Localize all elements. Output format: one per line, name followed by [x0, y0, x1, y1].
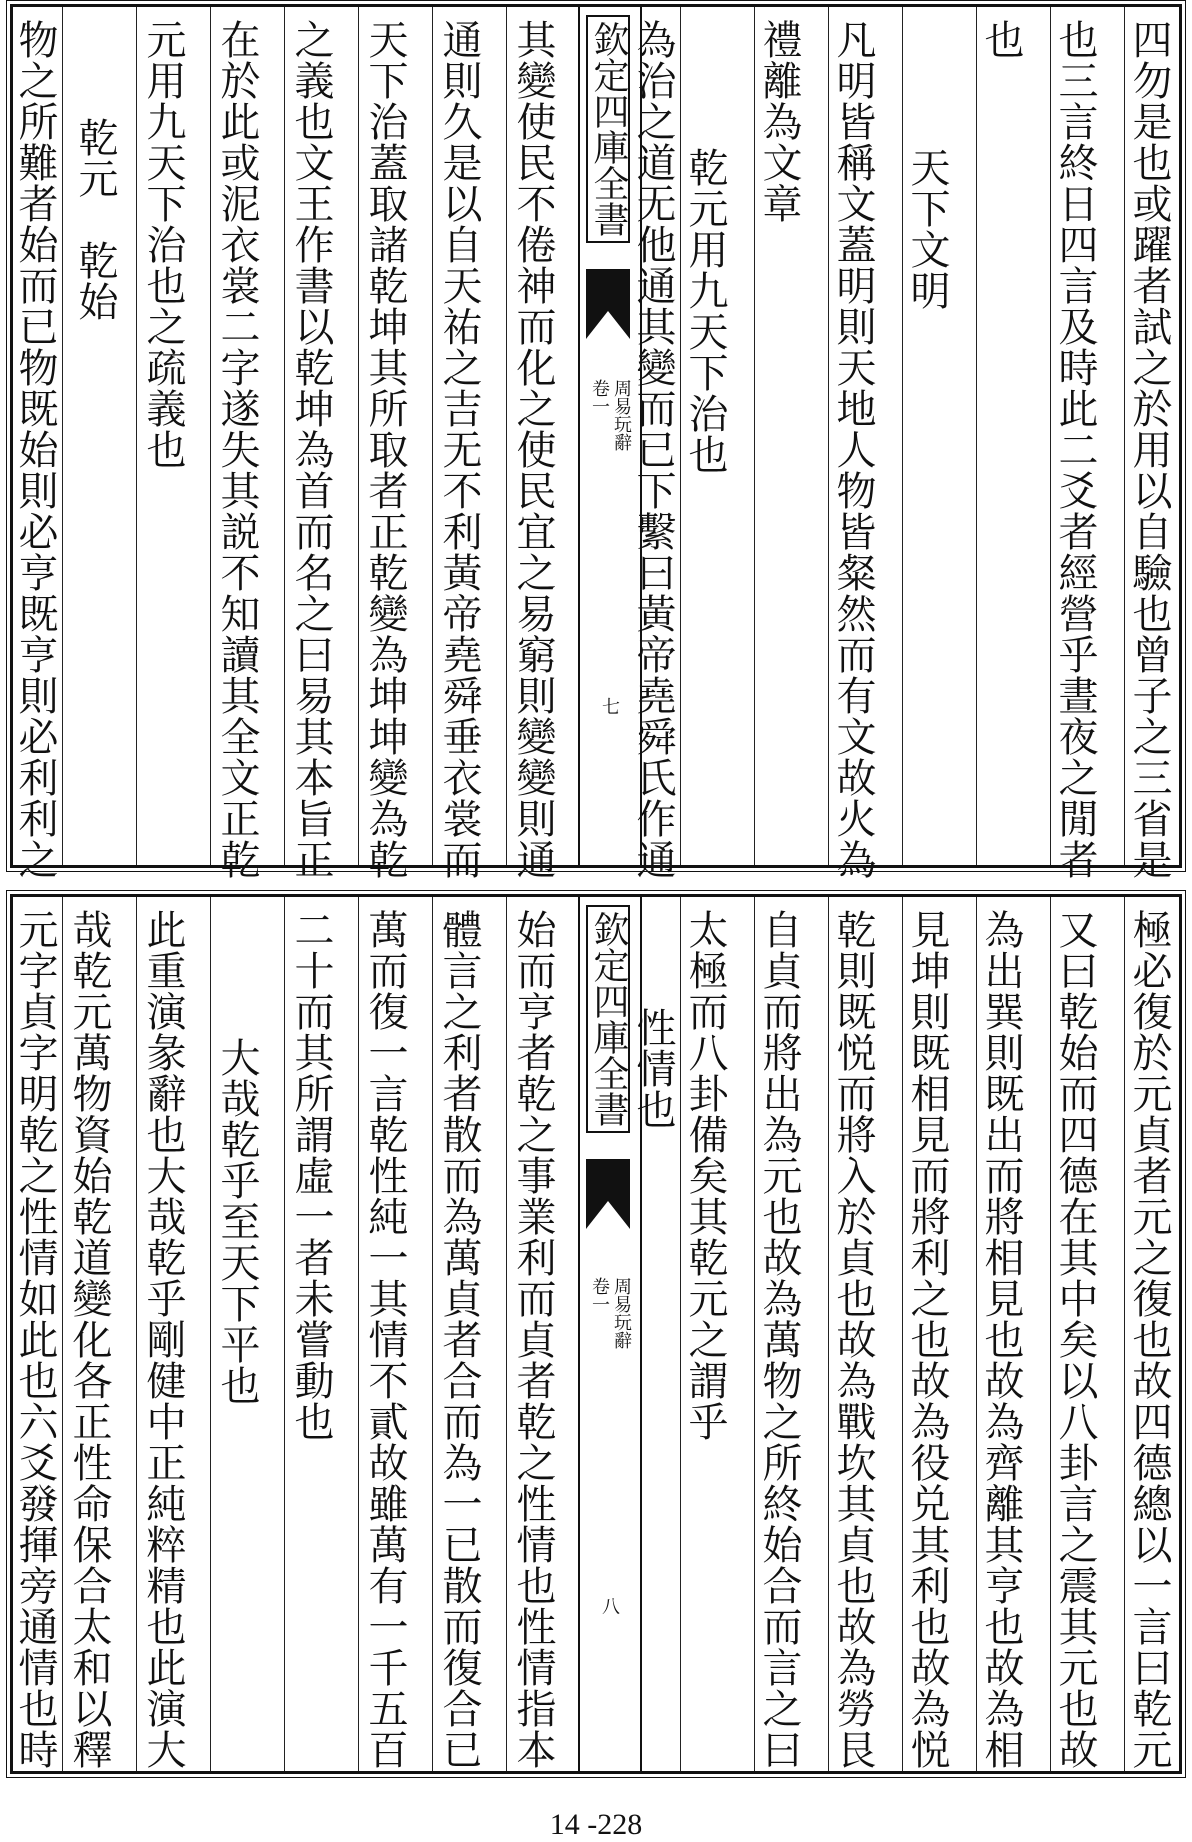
text-column-12: 之義也文王作書以乾坤為首而名之曰易其本旨正	[288, 19, 334, 880]
text-column-13: 在於此或泥衣裳二字遂失其説不知讀其全文正乾	[214, 19, 260, 880]
lower-text-column-7: 太極而八卦備矣其乾元之謂乎	[682, 909, 728, 1442]
text-column-6: 禮離為文章	[756, 19, 802, 224]
upper-banner-title: 欽定四庫全書	[586, 15, 630, 243]
lower-text-column-4: 見坤則既相見而將利之也故為役兑其利也故為悦	[904, 909, 950, 1770]
text-column-10: 通則久是以自天祐之吉无不利黃帝堯舜垂衣裳而	[436, 19, 482, 880]
text-column-4: 天下文明	[904, 147, 950, 311]
lower-banner-volume: 卷一	[589, 1277, 610, 1313]
lower-page	[0, 890, 1192, 1790]
lower-text-column-13: 大哉乾乎至天下平也	[214, 1037, 260, 1406]
upper-banner-page: 七	[599, 697, 620, 715]
lower-banner-title: 欽定四庫全書	[586, 905, 630, 1133]
text-column-2: 也三言終日四言及時此二爻者經營乎晝夜之閒者	[1052, 19, 1098, 880]
upper-banner-book: 周易玩辭	[611, 379, 632, 451]
lower-text-column-12: 二十而其所謂虛一者未嘗動也	[288, 909, 334, 1442]
lower-text-column-3: 為出巽則既出而將相見也故為齊離其亨也故為相	[978, 909, 1024, 1770]
page-number: 14 -228	[549, 1808, 643, 1841]
text-column-3: 也	[978, 19, 1024, 60]
lower-text-column-8: 性情也	[630, 1007, 676, 1130]
upper-page	[0, 0, 1192, 880]
upper-page-frame	[10, 4, 1182, 880]
lower-text-column-5: 乾則既悦而將入於貞也故為戰坎其貞也故為勞艮	[830, 909, 876, 1770]
lower-text-column-10: 體言之利者散而為萬貞者合而為一已散而復合已	[436, 909, 482, 1770]
lower-text-column-15: 哉乾元萬物資始乾道變化各正性命保合太和以釋	[66, 909, 112, 1770]
text-column-8: 為治之道无他通其變而已下繫曰黃帝堯舜氏作通	[630, 19, 676, 880]
text-column-9: 其變使民不倦神而化之使民宜之易窮則變變則通	[510, 19, 556, 880]
lower-text-column-11: 萬而復一言乾性純一其情不貳故雖萬有一千五百	[362, 909, 408, 1770]
text-column-15: 乾元 乾始	[72, 117, 118, 322]
text-column-7: 乾元用九天下治也	[682, 147, 728, 475]
text-column-5: 凡明皆稱文蓋明則天地人物皆粲然而有文故火為	[830, 19, 876, 880]
lower-banner-page: 八	[599, 1597, 620, 1615]
fishtail-mark	[586, 269, 630, 339]
text-column-11: 天下治蓋取諸乾坤其所取者正乾變為坤坤變為乾	[362, 19, 408, 880]
lower-text-column-9: 始而亨者乾之事業利而貞者乾之性情也性情指本	[510, 909, 556, 1770]
text-column-1: 四勿是也或躍者試之於用以自驗也曾子之三省是	[1126, 19, 1172, 880]
text-column-16: 物之所難者始而已物既始則必亨既亨則必利利之	[12, 19, 58, 880]
lower-page-frame	[10, 894, 1182, 1774]
fishtail-mark	[586, 1159, 630, 1229]
lower-text-column-16: 元字貞字明乾之性情如此也六爻發揮旁通情也時	[12, 909, 58, 1770]
lower-text-column-2: 又曰乾始而四德在其中矣以八卦言之震其元也故	[1052, 909, 1098, 1770]
lower-banner-book: 周易玩辭	[611, 1277, 632, 1349]
upper-banner-volume: 卷一	[589, 379, 610, 415]
lower-text-column-14: 此重演彖辭也大哉乾乎剛健中正純粹精也此演大	[140, 909, 186, 1770]
text-column-14: 元用九天下治也之疏義也	[140, 19, 186, 470]
lower-text-column-6: 自貞而將出為元也故為萬物之所終始合而言之曰	[756, 909, 802, 1770]
lower-text-column-1: 極必復於元貞者元之復也故四德總以一言曰乾元	[1126, 909, 1172, 1770]
